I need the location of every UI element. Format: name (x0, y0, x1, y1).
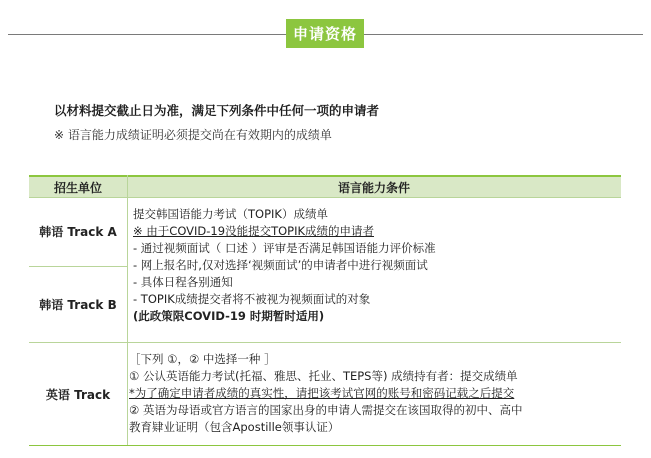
condition-line: - 通过视频面试（ 口述 ）评审是否满足韩国语能力评价标准 (133, 241, 436, 255)
condition-line: ① 公认英语能力考试(托福、雅思、托业、TEPS等) 成绩持有者：提交成绩单 (129, 369, 518, 383)
condition-line: ② 英语为母语或官方语言的国家出身的申请人需提交在该国取得的初中、高中 (129, 403, 523, 417)
condition-line: 提交韩国语能力考试（TOPIK）成绩单 (133, 207, 328, 221)
section-title-badge (286, 19, 364, 48)
table-bottom-line (29, 445, 621, 446)
condition-line: ［下列 ①，② 中选择一种 ］ (129, 352, 276, 366)
section-title: 申请资格 (292, 25, 357, 43)
table-header-row (29, 175, 621, 197)
english-conditions (129, 351, 522, 436)
column-divider (127, 175, 128, 446)
condition-line: ※ 由于COVID-19没能提交TOPIK成绩的申请者 (133, 224, 375, 238)
table-row (29, 197, 127, 266)
condition-line: (此政策限COVID-19 时期暂时适用) (133, 309, 325, 323)
condition-line: - 具体日程各别通知 (133, 275, 233, 289)
unit-korean-track-a: 韩语 Track A (39, 225, 117, 239)
condition-line: 教育肄业证明（包含Apostille领事认证） (129, 420, 340, 434)
intro-block (54, 101, 379, 143)
intro-note: ※ 语言能力成绩证明必须提交尚在有效期内的成绩单 (54, 128, 332, 142)
condition-line: - 网上报名时,仅对选择‘视频面试’的申请者中进行视频面试 (133, 258, 428, 272)
unit-korean-track-b: 韩语 Track B (39, 298, 117, 312)
header-unit: 招生单位 (53, 180, 102, 195)
condition-line: *为了确定申请者成绩的真实性，请把该考试官网的账号和密码记载之后提交 (129, 386, 515, 400)
eligibility-table (29, 175, 621, 446)
unit-english-track: 英语 Track (45, 387, 111, 402)
korean-conditions (133, 206, 436, 325)
header-condition: 语言能力条件 (337, 180, 410, 195)
intro-title: 以材料提交截止日为准，满足下列条件中任何一项的申请者 (54, 103, 380, 118)
table-row (29, 267, 127, 342)
table-row (29, 343, 127, 445)
condition-line: - TOPIK成绩提交者将不被视为视频面试的对象 (133, 292, 371, 306)
